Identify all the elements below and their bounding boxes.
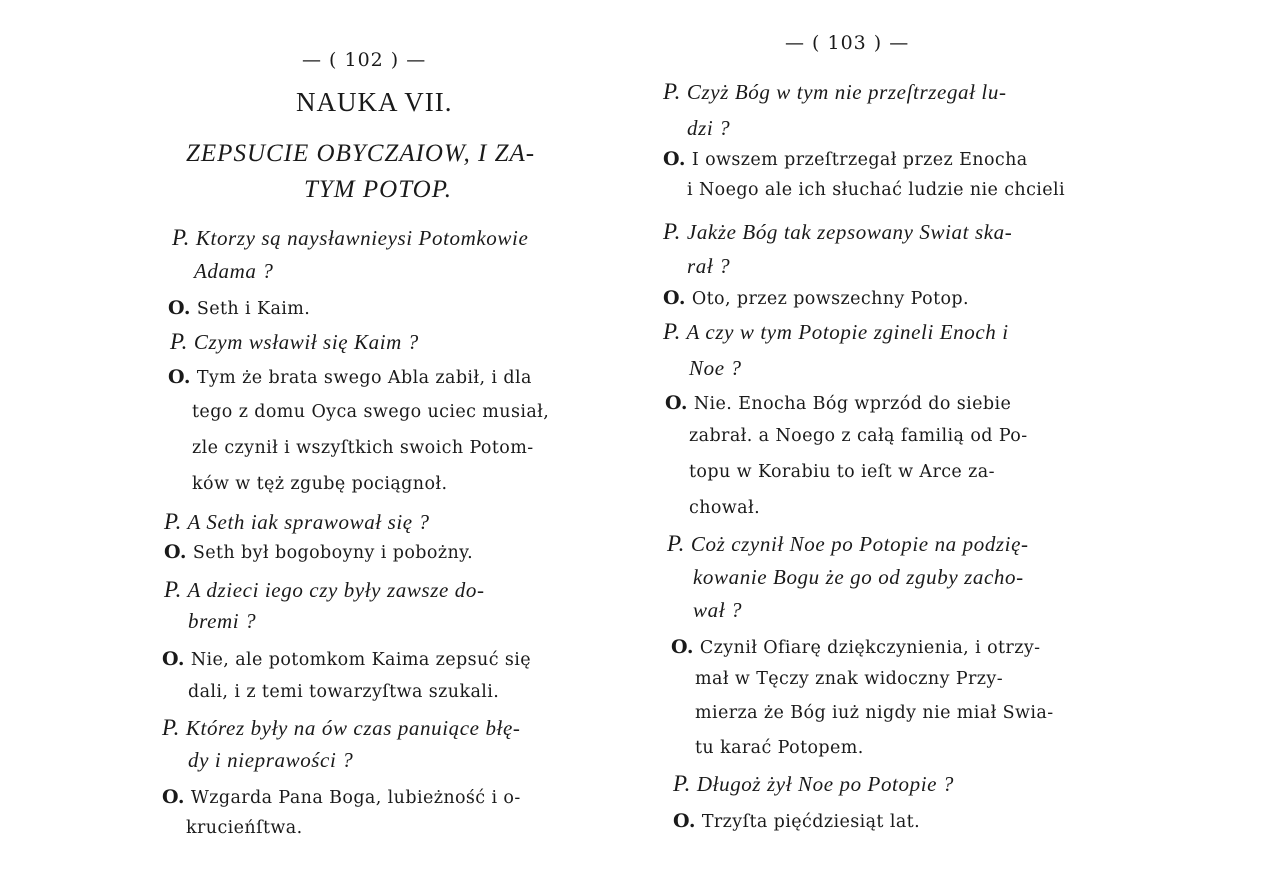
answer-line: zle czynił i wszyſtkich swoich Potom- [192,438,534,458]
question-line: kowanie Bogu że go od zguby zacho- [693,565,1024,589]
answer-line: O. Oto, przez powszechny Potop. [663,287,969,309]
answer-line: mierza że Bóg iuż nigdy nie miał Swia- [695,703,1054,723]
question-line: Adama ? [194,259,274,283]
answer-line: dali, i z temi towarzyſtwa szukali. [188,682,500,702]
answer-line: O. Trzyſta pięćdziesiąt lat. [673,810,921,832]
answer-line: zabrał. a Noego z całą familią od Po- [689,426,1028,446]
answer-line: tego z domu Oyca swego uciec musiał, [192,402,550,422]
answer-line: ków w tęż zgubę pociągnoł. [192,474,448,494]
lesson-subtitle-line-1: ZEPSUCIE OBYCZAIOW, I ZA- [186,140,536,167]
left-page [0,0,631,893]
question-line: P. Długoż żył Noe po Potopie ? [673,771,955,796]
answer-line: O. Wzgarda Pana Boga, lubieżność i o- [162,786,521,808]
answer-line: tu karać Potopem. [695,738,864,758]
page-number: — ( 103 ) — [785,32,910,54]
question-line: P. A czy w tym Potopie zgineli Enoch i [663,319,1009,344]
answer-line: mał w Tęczy znak widoczny Przy- [695,669,1004,689]
answer-line: O. Seth i Kaim. [168,297,311,319]
question-line: P. Jakże Bóg tak zepsowany Swiat ska- [663,219,1013,244]
question-line: P. Czym wsławił się Kaim ? [170,329,419,354]
question-line: bremi ? [188,609,257,633]
question-line: Noe ? [689,356,742,380]
answer-line: O. Tym że brata swego Abla zabił, i dla [168,366,532,388]
answer-line: O. Czynił Ofiarę dziękczynienia, i otrzy- [671,636,1041,658]
question-line: P. Którez były na ów czas panuiące błę- [162,715,521,740]
question-line: P. Ktorzy są naysławnieysi Potomkowie [172,225,529,250]
question-line: rał ? [687,254,731,278]
lesson-subtitle-line-2: TYM POTOP. [304,176,453,203]
answer-line: krucieńſtwa. [186,818,303,838]
answer-line: topu w Korabiu to ieſt w Arce za- [689,462,995,482]
lesson-title: NAUKA VII. [296,87,453,117]
answer-line: O. Nie, ale potomkom Kaima zepsuć się [162,648,531,670]
question-line: dy i nieprawości ? [188,748,354,772]
page-number: — ( 102 ) — [302,49,427,71]
question-line: dzi ? [687,116,731,140]
question-line: P. A dzieci iego czy były zawsze do- [164,577,485,602]
answer-line: i Noego ale ich słuchać ludzie nie chcieli [687,180,1066,200]
question-line: P. Czyż Bóg w tym nie przeſtrzegał lu- [663,79,1007,104]
question-line: P. Coż czynił Noe po Potopie na podzię- [667,531,1029,556]
question-line: P. A Seth iak sprawował się ? [164,509,430,534]
answer-line: O. I owszem przeſtrzegał przez Enocha [663,148,1028,170]
question-line: wał ? [693,598,743,622]
answer-line: chował. [689,498,761,518]
answer-line: O. Nie. Enocha Bóg wprzód do siebie [665,392,1012,414]
right-page [631,0,1263,893]
answer-line: O. Seth był bogoboyny i pobożny. [164,541,474,563]
